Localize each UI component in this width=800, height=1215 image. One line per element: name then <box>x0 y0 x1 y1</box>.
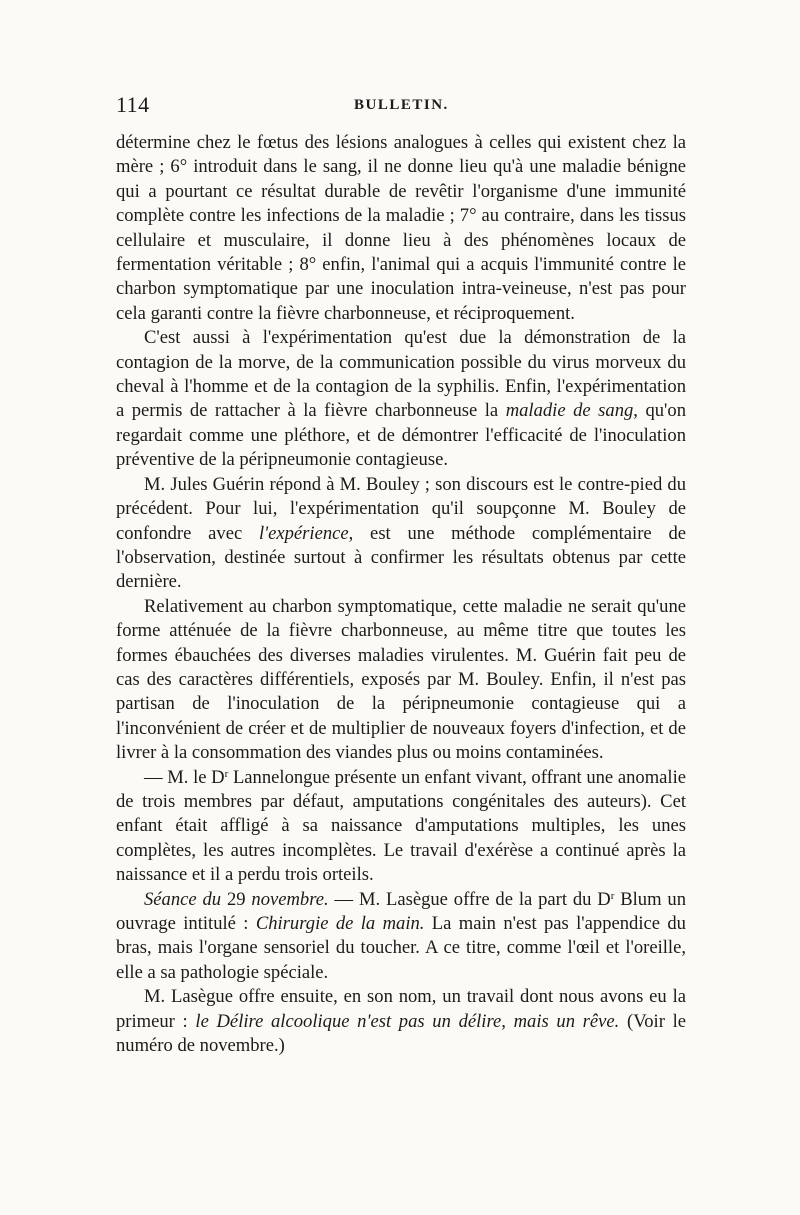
paragraph-text: M. Jules Guérin répond à M. Bouley ; son discours est le contre-pied du précédent. Pour lui, l'expérimentation qu'il soupçonne M. Bouley de confondre avec <box>116 473 686 544</box>
paragraph-guerin-reply <box>116 473 686 595</box>
paragraph-lannelongue <box>116 766 686 888</box>
paragraph-text: Blum un ouvrage intitulé : <box>116 888 687 934</box>
italic-term: novembre. <box>251 888 329 910</box>
page-header <box>116 92 686 122</box>
paragraph-text: Lannelongue présente un enfant vivant, offrant une anomalie de trois membres par défaut, amputations congénitales des auteurs). Cet enfant était affligé à sa naissance d'amputations multiples, les unes complètes, les autres incomplètes. Le travail d'exérèse a continué après la naissance et il a perdu trois orteils. <box>116 766 686 886</box>
italic-term: Séance du <box>144 888 222 910</box>
superscript: r <box>224 767 229 780</box>
italic-title: Chirurgie de la main. <box>255 913 425 934</box>
paragraph-text: (Voir le numéro de novembre.) <box>116 1010 686 1057</box>
paragraph-text: , qu'on regardait comme une pléthore, et de démontrer l'efficacité de l'inoculation préventive de la péripneumonie contagieuse. <box>116 400 686 471</box>
italic-term: maladie de sang <box>505 400 634 422</box>
paragraph-text: Relativement au charbon symptomatique, cette maladie ne serait qu'une forme atténuée de la fièvre charbonneuse, au même titre que toutes les formes ébauchées des diverses maladies virulentes. M. Guérin fait peu de cas des caractères différentiels, exposés par M. Bouley. Enfin, il n'est pas partisan de l'inoculation de la péripneumonie contagieuse qui a l'inconvénient de créer et de multiplier de nouveaux foyers d'infection, et de livrer à la consommation des viandes plus ou moins contaminées. <box>116 595 686 764</box>
paragraph-text: , est une méthode complémentaire de l'observation, destinée surtout à confirmer les résultats obtenus par cette dernière. <box>116 522 686 593</box>
paragraph-charbon <box>116 595 686 766</box>
paragraph-text: — M. Lasègue offre de la part du D <box>328 888 611 910</box>
superscript: r <box>610 889 615 902</box>
paragraph-text: 29 <box>221 888 252 910</box>
paragraph-text: C'est aussi à l'expérimentation qu'est due la démonstration de la contagion de la morve, de la communication possible du virus morveux du cheval à l'homme et de la contagion de la syphilis. Enfin, l'expérimentation a permis de rattacher à la fièvre charbonneuse la <box>116 327 686 422</box>
paragraph-text: — M. le D <box>144 766 225 788</box>
paragraph-text: M. Lasègue offre ensuite, en son nom, un travail dont nous avons eu la primeur : <box>116 986 686 1032</box>
paragraph-text: La main n'est pas l'appendice du bras, mais l'organe sensoriel du toucher. A ce titre, comme l'œil et l'oreille, elle a sa pathologie spéciale. <box>116 913 686 983</box>
running-title: BULLETIN. <box>354 97 449 113</box>
page-number: 114 <box>116 92 150 117</box>
italic-term: l'expérience <box>258 522 349 544</box>
italic-title: le Délire alcoolique n'est pas un délire, mais un rêve. <box>195 1010 620 1032</box>
paragraph-immunity-findings <box>116 131 686 326</box>
body-text <box>116 131 686 1058</box>
paragraph-seance-29-novembre <box>116 888 686 986</box>
paragraph-text: détermine chez le fœtus des lésions analogues à celles qui existent chez la mère ; 6° introduit dans le sang, il ne donne lieu qu'à une maladie bénigne qui a pourtant ce résultat durable de revêtir l'organisme d'une immunité complète contre les infections de la maladie ; 7° au contraire, dans les tissus cellulaire et musculaire, il donne lieu à des phénomènes locaux de fermentation véritable ; 8° enfin, l'animal qui a acquis l'immunité contre le charbon symptomatique par une inoculation intra-veineuse, n'est pas pour cela garanti contre la fièvre charbonneuse, et réciproquement. <box>116 132 686 324</box>
paragraph-lasegue-delire <box>116 985 686 1058</box>
paragraph-experimentation <box>116 326 686 472</box>
